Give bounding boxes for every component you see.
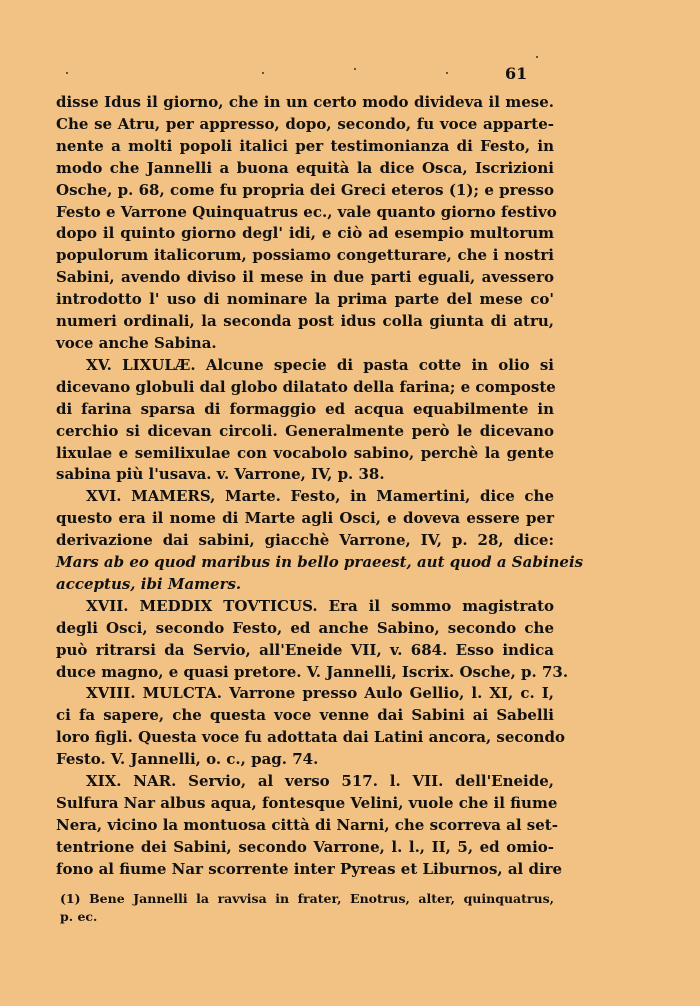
footnote (60, 890, 554, 926)
text-line: Sabini, avendo diviso il mese in due parti eguali, avessero (56, 268, 554, 287)
text-line: ci fa sapere, che questa voce venne dai Sabini ai Sabelli (56, 706, 554, 725)
text-line: tentrione dei Sabini, secondo Varrone, l. l., II, 5, ed omio- (56, 837, 554, 856)
ink-speck (262, 72, 264, 74)
text-line: Osche, p. 68, come fu propria dei Greci eteros (1); e presso (56, 180, 554, 199)
text-line: Mars ab eo quod maribus in bello praeest, aut quod a Sabineis (56, 553, 584, 572)
text-line: Festo. V. Jannelli, o. c., pag. 74. (56, 750, 319, 769)
ink-speck (446, 72, 448, 74)
text-line: degli Osci, secondo Festo, ed anche Sabino, secondo che (56, 618, 554, 637)
text-line: loro figli. Questa voce fu adottata dai Latini ancora, secondo (56, 728, 565, 747)
section-heading-line: XVII. MEDDIX TOVTICUS. Era il sommo magistrato (86, 596, 554, 615)
footnote-line: p. ec. (60, 909, 98, 924)
text-line: acceptus, ibi Mamers. (56, 574, 242, 593)
body-text (56, 92, 584, 881)
section-heading-line: XV. LIXULÆ. Alcune specie di pasta cotte in olio si (86, 355, 554, 374)
text-line: Sulfura Nar albus aqua, fontesque Velini, vuole che il fiume (56, 794, 558, 812)
text-line: Nera, vicino la montuosa città di Narni, che scorreva al set- (56, 815, 558, 834)
text-line: sabina più l'usava. v. Varrone, IV, p. 38. (56, 465, 385, 484)
ink-speck (536, 56, 538, 58)
page-number: 61 (505, 64, 528, 83)
text-line: può ritrarsi da Servio, all'Eneide VII, v. 684. Esso indica (56, 640, 554, 659)
text-line: introdotto l' uso di nominare la prima parte del mese co' (56, 290, 554, 309)
text-line: dicevano globuli dal globo dilatato della farina; e composte (56, 377, 556, 396)
text-line: duce magno, e quasi pretore. V. Jannelli, Iscrix. Osche, p. 73. (56, 662, 569, 681)
text-line: di farina sparsa di formaggio ed acqua equabilmente in (56, 399, 554, 418)
text-line: fono al fiume Nar scorrente inter Pyreas et Liburnos, al dire (56, 859, 563, 878)
text-line: populorum italicorum, possiamo congetturare, che i nostri (56, 246, 554, 265)
section-heading-line: XVIII. MULCTA. Varrone presso Aulo Gellio, l. XI, c. I, (86, 684, 554, 703)
ink-speck (354, 68, 356, 70)
footnote-line: (1) Bene Jannelli la ravvisa in frater, Enotrus, alter, quinquatrus, (60, 891, 554, 906)
text-line: Che se Atru, per appresso, dopo, secondo, fu voce apparte- (56, 114, 554, 133)
text-line: dopo il quinto giorno degl' idi, e ciò ad esempio multorum (56, 224, 554, 243)
text-line: derivazione dai sabini, giacchè Varrone, IV, p. 28, dice: (56, 531, 554, 550)
text-line: questo era il nome di Marte agli Osci, e doveva essere per (56, 509, 554, 528)
section-heading-line: XVI. MAMERS, Marte. Festo, in Mamertini, dice che (86, 487, 554, 506)
text-line: lixulae e semilixulae con vocabolo sabino, perchè la gente (56, 443, 554, 462)
text-line: Festo e Varrone Quinquatrus ec., vale quanto giorno festivo (56, 202, 557, 221)
ink-speck (66, 72, 68, 74)
section-heading-line: XIX. NAR. Servio, al verso 517. l. VII. dell'Eneide, (86, 772, 554, 791)
text-line: cerchio si dicevan circoli. Generalmente però le dicevano (56, 421, 554, 440)
text-line: nente a molti popoli italici per testimonianza di Festo, in (56, 136, 554, 155)
text-line: numeri ordinali, la seconda post idus colla giunta di atru, (56, 312, 554, 331)
text-line: disse Idus il giorno, che in un certo modo divideva il mese. (56, 93, 554, 111)
text-line: voce anche Sabina. (56, 333, 217, 352)
text-line: modo che Jannelli a buona equità la dice Osca, Iscrizioni (56, 158, 554, 177)
